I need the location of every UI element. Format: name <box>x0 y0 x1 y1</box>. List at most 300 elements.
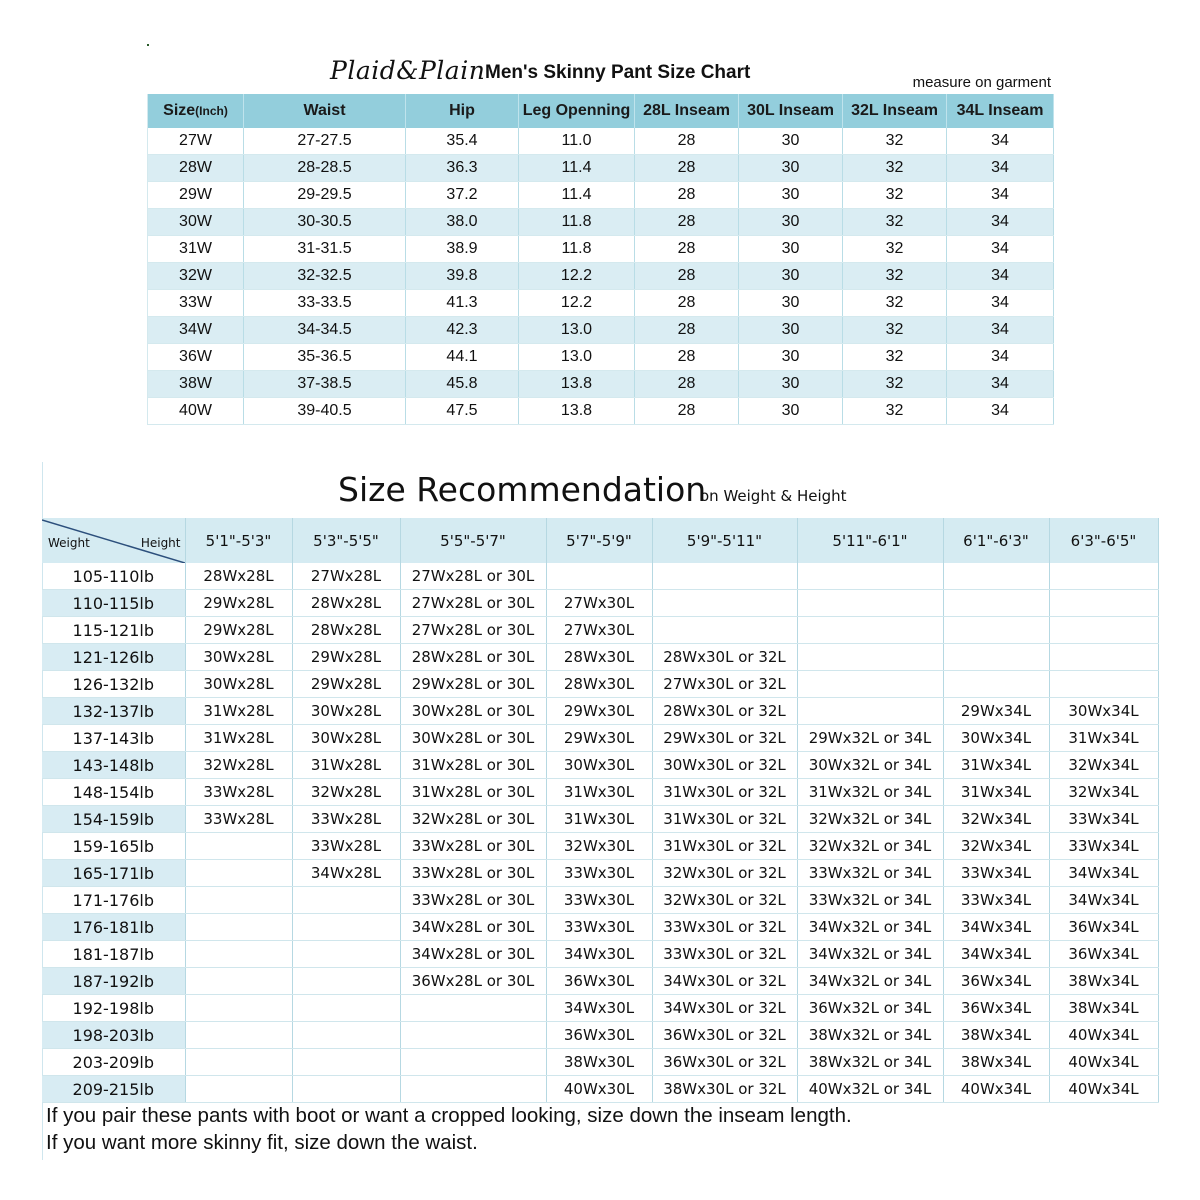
recommendation-row <box>42 1076 1158 1103</box>
recommended-size-cell: 31Wx30L or 32L <box>652 833 797 860</box>
recommended-size-cell: 32Wx30L or 32L <box>652 860 797 887</box>
measurement-cell: 37.2 <box>406 182 519 209</box>
size-row <box>148 263 1054 290</box>
recommended-size-cell: 33Wx28L <box>185 806 292 833</box>
height-header: 5'1"-5'3" <box>185 518 292 563</box>
recommendation-row <box>42 698 1158 725</box>
recommended-size-cell <box>1049 644 1158 671</box>
recommended-size-cell: 33Wx30L or 32L <box>652 914 797 941</box>
size-cell: 33W <box>148 290 244 317</box>
recommended-size-cell: 34Wx30L <box>546 995 652 1022</box>
measurement-cell: 28 <box>635 209 739 236</box>
recommended-size-cell: 29Wx28L <box>292 671 400 698</box>
recommended-size-cell: 33Wx34L <box>1049 806 1158 833</box>
recommended-size-cell: 34Wx30L or 32L <box>652 995 797 1022</box>
column-header-leg-opening: Leg Openning <box>519 94 635 128</box>
recommended-size-cell: 32Wx30L or 32L <box>652 887 797 914</box>
size-row <box>148 155 1054 182</box>
recommendation-row <box>42 1049 1158 1076</box>
recommended-size-cell: 31Wx28L or 30L <box>400 752 546 779</box>
measurement-cell: 32-32.5 <box>244 263 406 290</box>
measurement-cell: 11.4 <box>519 155 635 182</box>
measurement-cell: 42.3 <box>406 317 519 344</box>
recommendation-row <box>42 887 1158 914</box>
measurement-cell: 45.8 <box>406 371 519 398</box>
weight-cell: 181-187lb <box>42 941 185 968</box>
size-chart-title-row <box>147 54 1053 92</box>
weight-cell: 209-215lb <box>42 1076 185 1103</box>
recommended-size-cell: 30Wx28L <box>292 698 400 725</box>
weight-cell: 126-132lb <box>42 671 185 698</box>
recommended-size-cell: 27Wx28L or 30L <box>400 563 546 590</box>
weight-cell: 165-171lb <box>42 860 185 887</box>
recommended-size-cell <box>797 590 943 617</box>
recommended-size-cell: 40Wx32L or 34L <box>797 1076 943 1103</box>
measurement-cell: 30 <box>739 317 843 344</box>
recommended-size-cell: 33Wx32L or 34L <box>797 860 943 887</box>
size-row <box>148 398 1054 425</box>
size-row <box>148 182 1054 209</box>
column-header-waist: Waist <box>244 94 406 128</box>
size-row <box>148 128 1054 155</box>
measurement-cell: 11.8 <box>519 236 635 263</box>
measurement-cell: 13.8 <box>519 371 635 398</box>
measurement-cell: 30 <box>739 290 843 317</box>
measurement-cell: 11.8 <box>519 209 635 236</box>
recommended-size-cell: 38Wx30L <box>546 1049 652 1076</box>
recommended-size-cell: 33Wx30L <box>546 860 652 887</box>
recommended-size-cell: 27Wx30L <box>546 617 652 644</box>
recommended-size-cell <box>1049 590 1158 617</box>
size-chart-table <box>147 94 1054 425</box>
measurement-cell: 34 <box>947 371 1054 398</box>
recommended-size-cell: 36Wx28L or 30L <box>400 968 546 995</box>
weight-cell: 137-143lb <box>42 725 185 752</box>
recommended-size-cell: 30Wx34L <box>1049 698 1158 725</box>
recommendation-row <box>42 860 1158 887</box>
recommended-size-cell: 40Wx34L <box>1049 1049 1158 1076</box>
measurement-cell: 28 <box>635 398 739 425</box>
measurement-cell: 32 <box>843 317 947 344</box>
column-header-28l-inseam: 28L Inseam <box>635 94 739 128</box>
measurement-cell: 30 <box>739 398 843 425</box>
measurement-cell: 33-33.5 <box>244 290 406 317</box>
measurement-cell: 28 <box>635 344 739 371</box>
recommended-size-cell: 36Wx30L or 32L <box>652 1049 797 1076</box>
recommended-size-cell <box>797 644 943 671</box>
weight-height-corner-cell <box>42 518 185 563</box>
measurement-cell: 30 <box>739 209 843 236</box>
recommended-size-cell: 31Wx34L <box>943 779 1049 806</box>
recommended-size-cell <box>652 590 797 617</box>
recommended-size-cell: 34Wx34L <box>943 941 1049 968</box>
weight-cell: 121-126lb <box>42 644 185 671</box>
recommended-size-cell: 38Wx32L or 34L <box>797 1049 943 1076</box>
recommended-size-cell <box>797 671 943 698</box>
measurement-cell: 32 <box>843 236 947 263</box>
measurement-cell: 30 <box>739 344 843 371</box>
recommended-size-cell: 33Wx28L or 30L <box>400 887 546 914</box>
recommended-size-cell: 34Wx28L or 30L <box>400 914 546 941</box>
recommended-size-cell: 27Wx28L or 30L <box>400 617 546 644</box>
recommended-size-cell: 29Wx34L <box>943 698 1049 725</box>
recommended-size-cell: 29Wx30L or 32L <box>652 725 797 752</box>
recommended-size-cell: 34Wx32L or 34L <box>797 914 943 941</box>
recommended-size-cell: 32Wx32L or 34L <box>797 833 943 860</box>
measurement-cell: 13.0 <box>519 344 635 371</box>
recommended-size-cell: 28Wx28L <box>292 617 400 644</box>
height-header: 5'9"-5'11" <box>652 518 797 563</box>
height-header: 6'1"-6'3" <box>943 518 1049 563</box>
size-row <box>148 371 1054 398</box>
recommendation-row <box>42 779 1158 806</box>
measurement-cell: 30 <box>739 263 843 290</box>
recommendation-row <box>42 725 1158 752</box>
measurement-cell: 39.8 <box>406 263 519 290</box>
recommended-size-cell: 34Wx30L or 32L <box>652 968 797 995</box>
recommended-size-cell: 32Wx28L <box>292 779 400 806</box>
size-row <box>148 209 1054 236</box>
measurement-cell: 30 <box>739 128 843 155</box>
recommended-size-cell: 38Wx34L <box>1049 995 1158 1022</box>
recommended-size-cell <box>943 563 1049 590</box>
measurement-cell: 35.4 <box>406 128 519 155</box>
recommended-size-cell <box>400 1022 546 1049</box>
recommended-size-cell: 27Wx28L <box>292 563 400 590</box>
recommended-size-cell: 32Wx28L or 30L <box>400 806 546 833</box>
recommended-size-cell: 33Wx34L <box>1049 833 1158 860</box>
recommended-size-cell: 33Wx34L <box>943 860 1049 887</box>
recommendation-subtitle: on Weight & Height <box>700 487 847 505</box>
recommended-size-cell: 31Wx30L <box>546 806 652 833</box>
recommended-size-cell <box>652 617 797 644</box>
recommended-size-cell <box>185 968 292 995</box>
recommended-size-cell: 31Wx30L or 32L <box>652 806 797 833</box>
recommended-size-cell: 34Wx28L or 30L <box>400 941 546 968</box>
weight-cell: 132-137lb <box>42 698 185 725</box>
recommended-size-cell: 31Wx28L or 30L <box>400 779 546 806</box>
recommended-size-cell: 30Wx28L or 30L <box>400 698 546 725</box>
measurement-cell: 32 <box>843 371 947 398</box>
recommendation-row <box>42 671 1158 698</box>
recommended-size-cell <box>292 995 400 1022</box>
recommendation-row <box>42 752 1158 779</box>
weight-cell: 171-176lb <box>42 887 185 914</box>
recommended-size-cell: 30Wx34L <box>943 725 1049 752</box>
recommended-size-cell: 36Wx34L <box>943 968 1049 995</box>
recommendation-row <box>42 833 1158 860</box>
recommended-size-cell <box>400 1076 546 1103</box>
measurement-cell: 28 <box>635 236 739 263</box>
column-header-32l-inseam: 32L Inseam <box>843 94 947 128</box>
recommended-size-cell: 31Wx28L <box>292 752 400 779</box>
measurement-cell: 13.8 <box>519 398 635 425</box>
size-chart-title: Men's Skinny Pant Size Chart <box>485 62 751 83</box>
recommended-size-cell: 34Wx32L or 34L <box>797 968 943 995</box>
recommended-size-cell: 34Wx34L <box>943 914 1049 941</box>
recommended-size-cell <box>292 887 400 914</box>
recommended-size-cell: 36Wx34L <box>1049 941 1158 968</box>
recommended-size-cell <box>943 644 1049 671</box>
recommended-size-cell <box>400 1049 546 1076</box>
measurement-cell: 44.1 <box>406 344 519 371</box>
recommended-size-cell: 40Wx34L <box>1049 1022 1158 1049</box>
recommended-size-cell: 27Wx30L or 32L <box>652 671 797 698</box>
size-cell: 29W <box>148 182 244 209</box>
recommended-size-cell: 29Wx30L <box>546 698 652 725</box>
measurement-cell: 11.4 <box>519 182 635 209</box>
recommended-size-cell <box>292 941 400 968</box>
recommended-size-cell: 36Wx32L or 34L <box>797 995 943 1022</box>
recommendation-row <box>42 1022 1158 1049</box>
recommended-size-cell: 28Wx28L or 30L <box>400 644 546 671</box>
weight-cell: 203-209lb <box>42 1049 185 1076</box>
recommended-size-cell: 32Wx34L <box>943 806 1049 833</box>
recommended-size-cell: 28Wx30L <box>546 644 652 671</box>
column-header-size: Size(Inch) <box>148 94 244 128</box>
recommended-size-cell <box>292 1022 400 1049</box>
recommended-size-cell: 32Wx28L <box>185 752 292 779</box>
weight-cell: 192-198lb <box>42 995 185 1022</box>
size-row <box>148 236 1054 263</box>
size-row <box>148 290 1054 317</box>
recommended-size-cell: 38Wx34L <box>1049 968 1158 995</box>
recommended-size-cell: 31Wx28L <box>185 698 292 725</box>
measurement-cell: 32 <box>843 182 947 209</box>
recommended-size-cell: 33Wx28L or 30L <box>400 833 546 860</box>
measurement-cell: 30 <box>739 182 843 209</box>
recommended-size-cell <box>185 1049 292 1076</box>
recommended-size-cell: 33Wx28L <box>185 779 292 806</box>
size-cell: 40W <box>148 398 244 425</box>
recommended-size-cell: 30Wx28L or 30L <box>400 725 546 752</box>
recommended-size-cell: 32Wx34L <box>943 833 1049 860</box>
weight-cell: 198-203lb <box>42 1022 185 1049</box>
footnote-waist: If you want more skinny fit, size down the waist. <box>46 1131 478 1154</box>
recommended-size-cell: 27Wx28L or 30L <box>400 590 546 617</box>
footnote-inseam: If you pair these pants with boot or want a cropped looking, size down the inseam length. <box>46 1104 852 1127</box>
recommended-size-cell <box>185 1076 292 1103</box>
recommendation-header <box>42 518 1158 563</box>
height-header: 5'11"-6'1" <box>797 518 943 563</box>
recommendation-row <box>42 995 1158 1022</box>
recommended-size-cell <box>185 941 292 968</box>
size-cell: 32W <box>148 263 244 290</box>
recommended-size-cell <box>185 833 292 860</box>
recommended-size-cell: 29Wx28L <box>292 644 400 671</box>
size-cell: 31W <box>148 236 244 263</box>
weight-cell: 105-110lb <box>42 563 185 590</box>
measurement-cell: 34 <box>947 155 1054 182</box>
size-row <box>148 344 1054 371</box>
measurement-cell: 28 <box>635 317 739 344</box>
recommended-size-cell: 30Wx30L or 32L <box>652 752 797 779</box>
measurement-cell: 28 <box>635 371 739 398</box>
brand-logo-text: Plaid&Plain <box>330 56 486 85</box>
measurement-cell: 28 <box>635 290 739 317</box>
measurement-cell: 41.3 <box>406 290 519 317</box>
recommended-size-cell <box>292 968 400 995</box>
recommended-size-cell <box>797 563 943 590</box>
measurement-cell: 11.0 <box>519 128 635 155</box>
recommended-size-cell: 33Wx28L <box>292 806 400 833</box>
weight-cell: 187-192lb <box>42 968 185 995</box>
measurement-cell: 27-27.5 <box>244 128 406 155</box>
recommended-size-cell: 38Wx32L or 34L <box>797 1022 943 1049</box>
recommended-size-cell: 30Wx32L or 34L <box>797 752 943 779</box>
measurement-cell: 30-30.5 <box>244 209 406 236</box>
measurement-cell: 47.5 <box>406 398 519 425</box>
height-header: 6'3"-6'5" <box>1049 518 1158 563</box>
measurement-cell: 34 <box>947 182 1054 209</box>
weight-cell: 159-165lb <box>42 833 185 860</box>
measurement-cell: 34 <box>947 236 1054 263</box>
measurement-cell: 38.0 <box>406 209 519 236</box>
recommended-size-cell <box>797 617 943 644</box>
recommended-size-cell <box>185 914 292 941</box>
recommended-size-cell: 34Wx30L <box>546 941 652 968</box>
recommended-size-cell <box>943 617 1049 644</box>
weight-cell: 115-121lb <box>42 617 185 644</box>
recommended-size-cell: 36Wx30L or 32L <box>652 1022 797 1049</box>
recommended-size-cell <box>943 590 1049 617</box>
recommended-size-cell <box>185 860 292 887</box>
measurement-cell: 13.0 <box>519 317 635 344</box>
recommendation-row <box>42 914 1158 941</box>
recommended-size-cell: 32Wx32L or 34L <box>797 806 943 833</box>
recommendation-row <box>42 563 1158 590</box>
recommended-size-cell: 30Wx28L <box>185 644 292 671</box>
height-header: 5'5"-5'7" <box>400 518 546 563</box>
measurement-cell: 34 <box>947 344 1054 371</box>
recommended-size-cell: 30Wx28L <box>292 725 400 752</box>
recommendation-row <box>42 590 1158 617</box>
recommended-size-cell <box>1049 671 1158 698</box>
recommended-size-cell: 36Wx30L <box>546 968 652 995</box>
measurement-cell: 32 <box>843 290 947 317</box>
corner-height-label: Height <box>140 536 181 550</box>
measurement-cell: 39-40.5 <box>244 398 406 425</box>
recommended-size-cell: 28Wx28L <box>185 563 292 590</box>
column-header-hip: Hip <box>406 94 519 128</box>
recommended-size-cell: 31Wx30L <box>546 779 652 806</box>
recommended-size-cell <box>797 698 943 725</box>
recommendation-row <box>42 806 1158 833</box>
measurement-cell: 31-31.5 <box>244 236 406 263</box>
recommendation-row <box>42 941 1158 968</box>
recommended-size-cell: 29Wx28L or 30L <box>400 671 546 698</box>
recommended-size-cell <box>185 1022 292 1049</box>
recommended-size-cell: 28Wx30L or 32L <box>652 698 797 725</box>
recommended-size-cell: 34Wx34L <box>1049 887 1158 914</box>
measurement-cell: 30 <box>739 371 843 398</box>
recommended-size-cell: 40Wx30L <box>546 1076 652 1103</box>
recommended-size-cell: 28Wx28L <box>292 590 400 617</box>
weight-cell: 176-181lb <box>42 914 185 941</box>
recommended-size-cell: 29Wx28L <box>185 617 292 644</box>
recommended-size-cell: 34Wx34L <box>1049 860 1158 887</box>
recommended-size-cell <box>943 671 1049 698</box>
recommended-size-cell: 28Wx30L <box>546 671 652 698</box>
recommended-size-cell: 34Wx32L or 34L <box>797 941 943 968</box>
corner-weight-label: Weight <box>48 536 90 550</box>
measurement-cell: 30 <box>739 155 843 182</box>
recommended-size-cell <box>185 887 292 914</box>
size-row <box>148 317 1054 344</box>
recommended-size-cell: 40Wx34L <box>1049 1076 1158 1103</box>
recommended-size-cell: 32Wx34L <box>1049 752 1158 779</box>
measurement-cell: 28 <box>635 263 739 290</box>
recommended-size-cell <box>292 914 400 941</box>
recommended-size-cell: 33Wx30L or 32L <box>652 941 797 968</box>
recommended-size-cell: 33Wx30L <box>546 887 652 914</box>
recommended-size-cell: 30Wx28L <box>185 671 292 698</box>
recommended-size-cell: 40Wx34L <box>943 1076 1049 1103</box>
recommended-size-cell: 36Wx34L <box>943 995 1049 1022</box>
measurement-cell: 32 <box>843 209 947 236</box>
recommended-size-cell: 28Wx30L or 32L <box>652 644 797 671</box>
recommended-size-cell: 29Wx30L <box>546 725 652 752</box>
measurement-cell: 35-36.5 <box>244 344 406 371</box>
size-cell: 28W <box>148 155 244 182</box>
recommended-size-cell: 29Wx28L <box>185 590 292 617</box>
recommended-size-cell: 31Wx34L <box>1049 725 1158 752</box>
size-cell: 38W <box>148 371 244 398</box>
recommended-size-cell: 32Wx30L <box>546 833 652 860</box>
weight-cell: 143-148lb <box>42 752 185 779</box>
measurement-cell: 34-34.5 <box>244 317 406 344</box>
measurement-cell: 32 <box>843 128 947 155</box>
recommendation-title: Size Recommendation <box>338 470 707 509</box>
recommended-size-cell: 31Wx32L or 34L <box>797 779 943 806</box>
measurement-cell: 32 <box>843 263 947 290</box>
height-header: 5'3"-5'5" <box>292 518 400 563</box>
stray-mark <box>147 44 149 46</box>
recommended-size-cell: 31Wx28L <box>185 725 292 752</box>
measurement-cell: 29-29.5 <box>244 182 406 209</box>
recommended-size-cell: 31Wx30L or 32L <box>652 779 797 806</box>
recommended-size-cell <box>1049 563 1158 590</box>
recommended-size-cell: 38Wx34L <box>943 1022 1049 1049</box>
weight-cell: 154-159lb <box>42 806 185 833</box>
recommended-size-cell: 33Wx28L <box>292 833 400 860</box>
recommended-size-cell: 33Wx30L <box>546 914 652 941</box>
measurement-cell: 12.2 <box>519 290 635 317</box>
recommended-size-cell: 38Wx30L or 32L <box>652 1076 797 1103</box>
recommended-size-cell <box>292 1076 400 1103</box>
measurement-cell: 34 <box>947 290 1054 317</box>
recommended-size-cell <box>400 995 546 1022</box>
measurement-cell: 32 <box>843 344 947 371</box>
recommended-size-cell: 34Wx28L <box>292 860 400 887</box>
recommended-size-cell: 29Wx32L or 34L <box>797 725 943 752</box>
height-header: 5'7"-5'9" <box>546 518 652 563</box>
measurement-cell: 34 <box>947 317 1054 344</box>
size-recommendation-table <box>42 518 1159 1103</box>
measurement-cell: 32 <box>843 155 947 182</box>
size-cell: 30W <box>148 209 244 236</box>
weight-cell: 148-154lb <box>42 779 185 806</box>
measurement-cell: 28-28.5 <box>244 155 406 182</box>
recommended-size-cell <box>1049 617 1158 644</box>
size-chart-header <box>148 94 1054 128</box>
recommended-size-cell: 27Wx30L <box>546 590 652 617</box>
measurement-cell: 34 <box>947 263 1054 290</box>
weight-cell: 110-115lb <box>42 590 185 617</box>
measurement-cell: 34 <box>947 128 1054 155</box>
recommended-size-cell: 33Wx34L <box>943 887 1049 914</box>
recommended-size-cell: 33Wx28L or 30L <box>400 860 546 887</box>
